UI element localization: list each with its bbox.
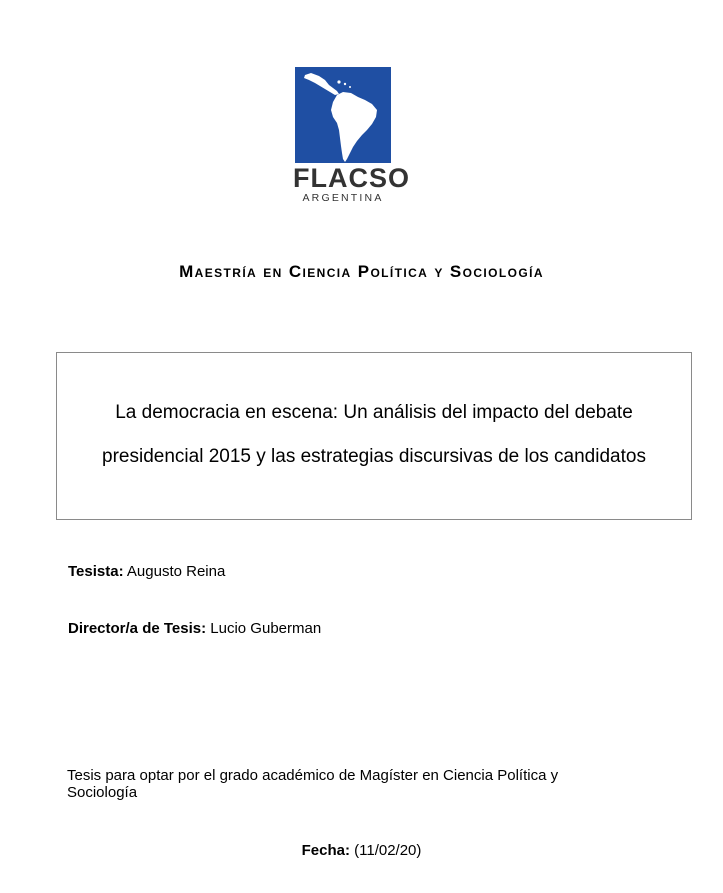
- logo-name: FLACSO: [293, 163, 410, 193]
- tesista-line: [68, 563, 225, 581]
- logo-country: ARGENTINA: [302, 192, 384, 204]
- flacso-logo: [293, 67, 410, 207]
- thesis-title-line-2: presidencial 2015 y las estrategias discursivas de los candidatos: [102, 446, 646, 467]
- tesista-label: Tesista:: [68, 563, 124, 580]
- director-line: [68, 620, 321, 638]
- fecha-value: (11/02/20): [354, 842, 422, 859]
- thesis-title-line-1: La democracia en escena: Un análisis del impacto del debate: [115, 402, 633, 423]
- tesista-value: Augusto Reina: [126, 563, 226, 580]
- latin-america-map-icon: [295, 67, 391, 163]
- director-label: Director/a de Tesis:: [68, 620, 207, 637]
- thesis-title-box: [56, 352, 692, 520]
- fecha-line: [0, 842, 723, 860]
- fecha-label: Fecha:: [301, 842, 350, 859]
- director-value: Lucio Guberman: [210, 620, 322, 637]
- program-title: Maestría en Ciencia Política y Sociología: [179, 262, 544, 281]
- degree-text: Tesis para optar por el grado académico de Magíster en Ciencia Política y Sociología: [67, 767, 559, 801]
